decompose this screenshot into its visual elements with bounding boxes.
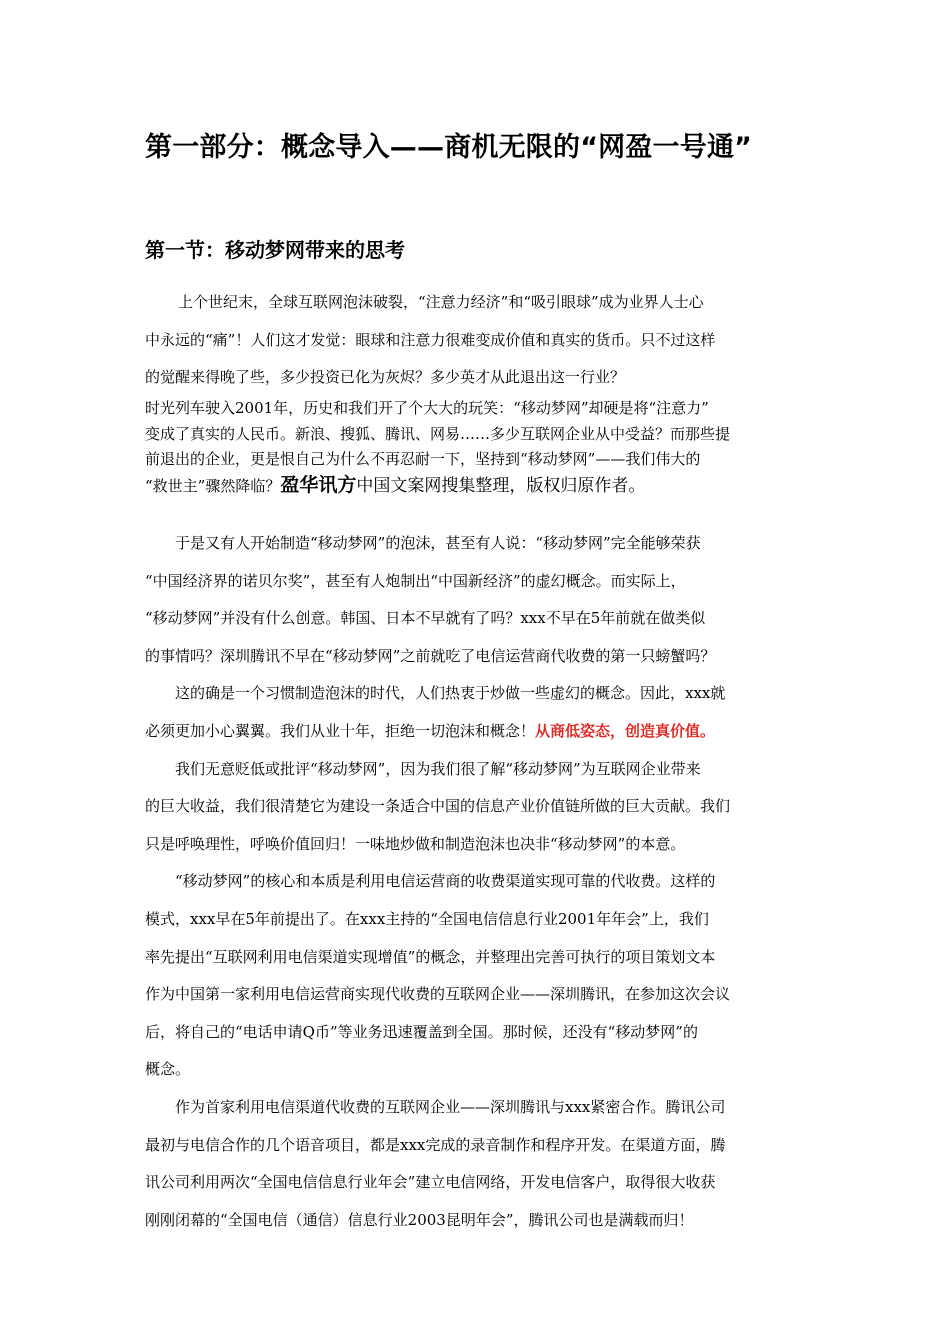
- text-line: 只是呼唤理性，呼唤价值回归！一味地炒做和制造泡沫也决非“移动梦网”的本意。: [145, 834, 686, 853]
- text-line: “移动梦网”并没有什么创意。韩国、日本不早就有了吗？xxx不早在5年前就在做类似: [145, 609, 706, 628]
- text-line: 后，将自己的“电话申请Q币”等业务迅速覆盖到全国。那时候，还没有“移动梦网”的: [145, 1022, 698, 1041]
- text-line: 于是又有人开始制造“移动梦网”的泡沫，甚至有人说：“移动梦网”完全能够荣获: [175, 534, 701, 552]
- text-line: 变成了真实的人民币。新浪、搜狐、腾讯、网易……多少互联网企业从中受益？而那些提: [145, 424, 731, 443]
- brand-name: 盈华讯方: [280, 474, 357, 497]
- text-line: 模式，xxx早在5年前提出了。在xxx主持的“全国电信信息行业2001年年会”上，我们: [145, 909, 709, 928]
- text-line: 讯公司利用两次“全国电信信息行业年会”建立电信网络，开发电信客户，取得很大收获: [145, 1173, 716, 1192]
- text-line: 作为中国第一家利用电信运营商实现代收费的互联网企业——深圳腾讯，在参加这次会议: [145, 985, 731, 1004]
- text-line: 最初与电信合作的几个语音项目，都是xxx完成的录音制作和程序开发。在渠道方面，腾: [145, 1135, 726, 1154]
- text-line: 概念。: [145, 1060, 191, 1079]
- highlight-slogan: 从商低姿态，创造真价值。: [535, 721, 716, 740]
- text-line: 的巨大收益，我们很清楚它为建设一条适合中国的信息产业价值链所做的巨大贡献。我们: [145, 797, 731, 816]
- page-title: 第一部分：概念导入——商机无限的“网盈一号通”: [145, 132, 753, 163]
- text-line: 时光列车驶入2001年，历史和我们开了个大大的玩笑：“移动梦网”却硬是将“注意力”: [145, 399, 709, 417]
- text-line: [145, 473, 810, 499]
- text-line: “移动梦网”的核心和本质是利用电信运营商的收费渠道实现可靠的代收费。这样的: [175, 872, 716, 891]
- section-heading: 第一节：移动梦网带来的思考: [145, 238, 405, 262]
- text-line: 的觉醒来得晚了些，多少投资已化为灰烬？多少英才从此退出这一行业？: [145, 368, 626, 386]
- text-line: 这的确是一个习惯制造泡沫的时代，人们热衷于炒做一些虚幻的概念。因此，xxx就: [175, 684, 726, 703]
- text-line: [145, 713, 810, 751]
- text-segment: “救世主”骤然降临？: [145, 477, 281, 496]
- paragraph-1: [145, 284, 810, 397]
- text-line: 中永远的“痛”！人们这才发觉：眼球和注意力很难变成价值和真实的货币。只不过这样: [145, 330, 716, 349]
- text-segment: 中国文案网搜集整理，版权归原作者。: [356, 476, 646, 497]
- text-line: 的事情吗？深圳腾讯不早在“移动梦网”之前就吃了电信运营商代收费的第一只螃蟹吗？: [145, 646, 716, 665]
- text-line: “中国经济界的诺贝尔奖”，甚至有人炮制出“中国新经济”的虚幻概念。而实际上，: [145, 571, 686, 590]
- body-text: [145, 525, 810, 1239]
- text-line: 作为首家利用电信渠道代收费的互联网企业——深圳腾讯与xxx紧密合作。腾讯公司: [175, 1097, 726, 1116]
- text-line: 前退出的企业，更是恨自己为什么不再忍耐一下，坚持到“移动梦网”——我们伟大的: [145, 450, 701, 469]
- text-line: 上个世纪末，全球互联网泡沫破裂，“注意力经济”和“吸引眼球”成为业界人士心: [178, 293, 704, 311]
- text-line: 刚刚闭幕的“全国电信（通信）信息行业2003昆明年会”，腾讯公司也是满载而归！: [145, 1210, 694, 1229]
- text-line: 我们无意贬低或批评“移动梦网”，因为我们很了解“移动梦网”为互联网企业带来: [175, 759, 701, 778]
- text-line: 率先提出“互联网利用电信渠道实现增值”的概念，并整理出完善可执行的项目策划文本: [145, 947, 716, 966]
- paragraph-2: [145, 396, 810, 499]
- text-segment: 必须更加小心翼翼。我们从业十年，拒绝一切泡沫和概念！: [145, 721, 536, 740]
